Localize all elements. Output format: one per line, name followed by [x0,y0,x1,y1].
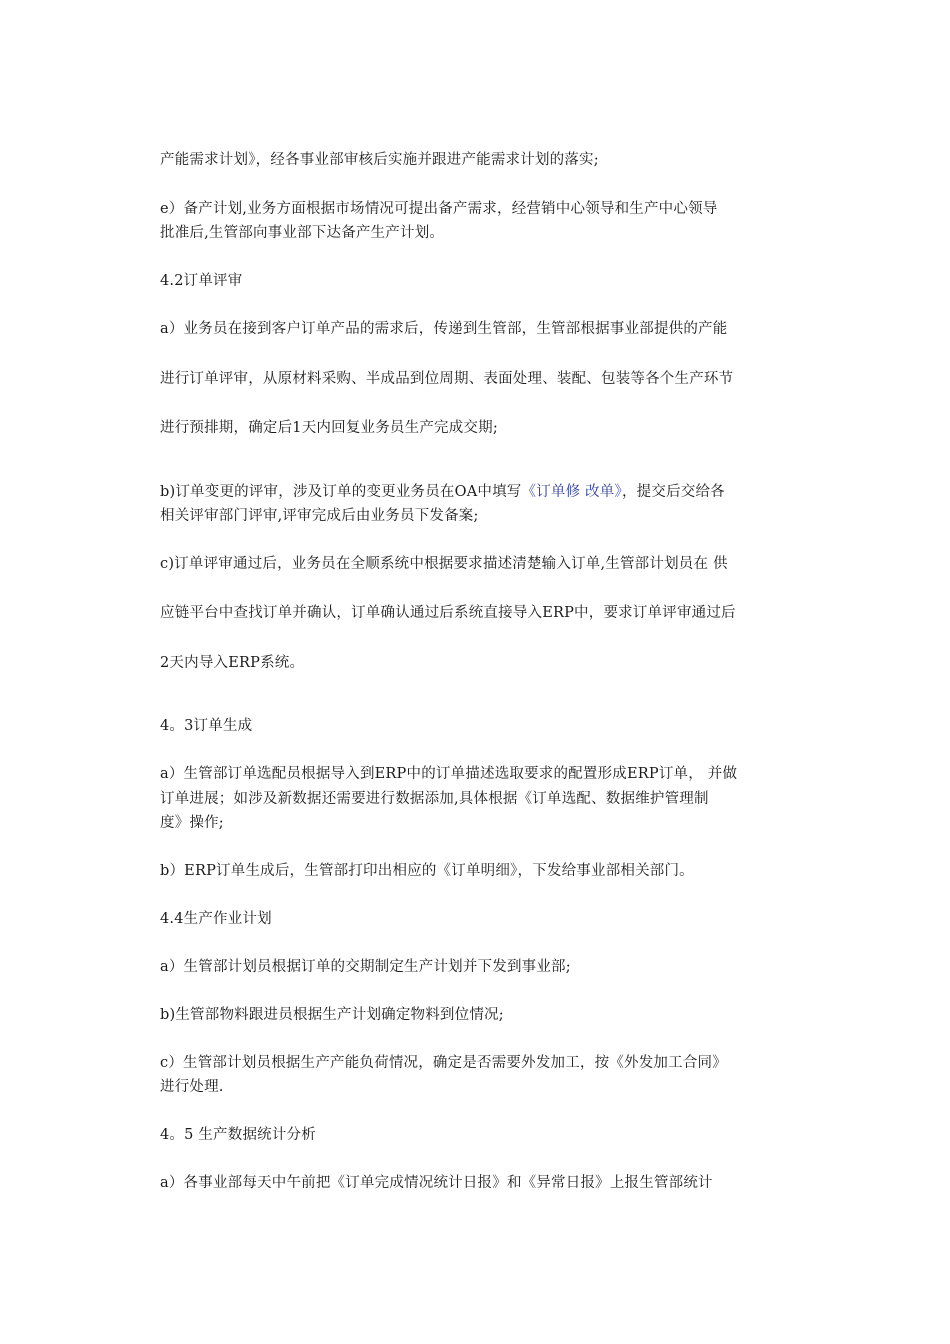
paragraph-line: c)订单评审通过后，业务员在全顺系统中根据要求描述清楚输入订单,生管部计划员在 供 [160,556,728,572]
paragraph-line: c）生管部计划员根据生产产能负荷情况，确定是否需要外发加工，按《外发加工合同》 [160,1055,727,1071]
paragraph-line: 2天内导入ERP系统。 [160,655,305,671]
paragraph-line: a）生管部订单选配员根据导入到ERP中的订单描述选取要求的配置形成ERP订单， 并做 [160,766,738,782]
paragraph-text: ，提交后交给各 [621,484,725,500]
paragraph-line: 进行预排期，确定后1天内回复业务员生产完成交期; [160,420,498,436]
paragraph-line: 产能需求计划》，经各事业部审核后实施并跟进产能需求计划的落实; [160,152,599,168]
paragraph-line: 度》操作; [160,815,224,831]
section-heading: 4.4生产作业计划 [160,911,272,927]
section-heading: 4。3订单生成 [160,718,253,734]
paragraph-line: 应链平台中查找订单并确认，订单确认通过后系统直接导入ERP中，要求订单评审通过后 [160,605,736,621]
paragraph-text: b)订单变更的评审，涉及订单的变更业务员在OA中填写 [160,484,522,500]
paragraph-line: 订单进展；如涉及新数据还需要进行数据添加,具体根据《订单选配、数据维护管理制 [160,791,709,807]
paragraph-line: 批准后,生管部向事业部下达备产生产计划。 [160,225,445,241]
paragraph-line: 进行处理. [160,1079,224,1095]
section-heading: 4。5 生产数据统计分析 [160,1127,316,1143]
paragraph-line: e）备产计划,业务方面根据市场情况可提出备产需求，经营销中心领导和生产中心领导 [160,201,718,217]
paragraph-line: 相关评审部门评审,评审完成后由业务员下发备案; [160,508,479,524]
paragraph-line: b)生管部物料跟进员根据生产计划确定物料到位情况; [160,1007,504,1023]
paragraph-line: 进行订单评审，从原材料采购、半成品到位周期、表面处理、装配、包装等各个生产环节 [160,371,734,387]
paragraph-line [160,482,800,502]
paragraph-line: a）各事业部每天中午前把《订单完成情况统计日报》和《异常日报》上报生管部统计 [160,1175,713,1191]
paragraph-line: a）生管部计划员根据订单的交期制定生产计划并下发到事业部; [160,959,571,975]
paragraph-line: b）ERP订单生成后，生管部打印出相应的《订单明细》，下发给事业部相关部门。 [160,863,694,879]
form-link-order-change[interactable]: 《订单修 改单》 [521,484,622,500]
paragraph-line: a）业务员在接到客户订单产品的需求后，传递到生管部，生管部根据事业部提供的产能 [160,321,728,337]
section-heading: 4.2订单评审 [160,273,243,289]
